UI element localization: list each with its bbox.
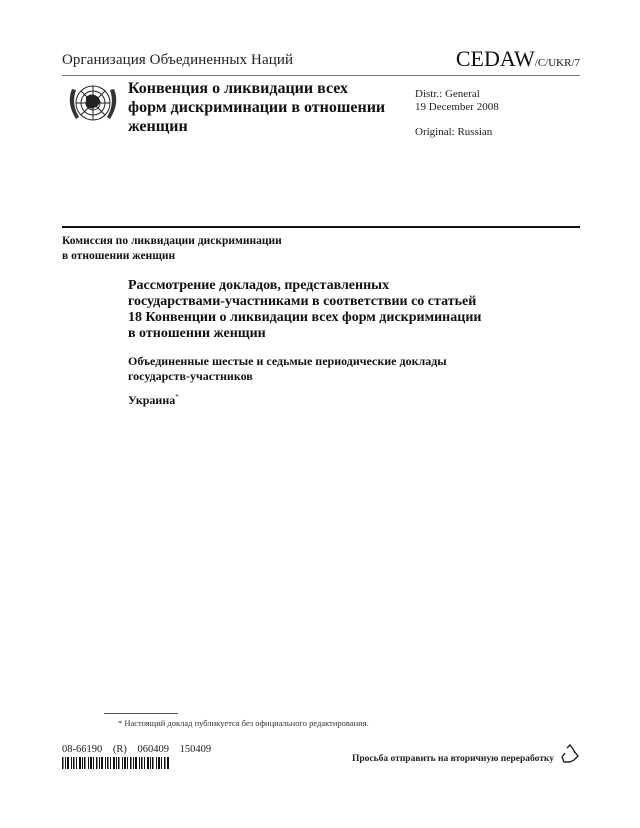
country-name	[128, 393, 179, 408]
symbol-main: CEDAW	[455, 46, 535, 71]
convention-title: Конвенция о ликвидации всех форм дискриминации в отношении женщин	[128, 80, 386, 135]
report-title: Рассмотрение докладов, представленных государствами-участниками в соответствии со статьей 18 Конвенции о ликвидации всех форм дискриминации в отношении женщин	[128, 278, 482, 341]
un-emblem-icon	[64, 79, 122, 127]
recycle-icon	[560, 744, 580, 764]
distribution: Distr.: General	[415, 88, 480, 100]
original-language: Original: Russian	[415, 126, 493, 138]
recycle-notice: Просьба отправить на вторичную переработку	[352, 754, 554, 764]
document-number: 08-66190 (R) 060409 150409	[62, 744, 212, 755]
issue-date: 19 December 2008	[415, 101, 499, 113]
organization-name: Организация Объединенных Наций	[62, 52, 294, 68]
header-divider	[62, 75, 580, 76]
symbol-sub: /C/UKR/7	[534, 57, 580, 69]
document-symbol	[456, 46, 580, 72]
commission-line-2: в отношении женщин	[62, 250, 176, 262]
footnote: * Настоящий доклад публикуется без официального редактирования.	[118, 718, 369, 728]
commission-name	[62, 234, 282, 264]
footnote-marker: *	[175, 393, 179, 401]
section-divider	[62, 226, 580, 228]
country-label: Украина	[128, 393, 176, 407]
barcode-icon	[62, 757, 170, 769]
document-meta	[415, 88, 499, 139]
report-subtitle: Объединенные шестые и седьмые периодические доклады государств-участников	[128, 354, 447, 383]
footnote-divider	[104, 713, 178, 714]
commission-line-1: Комиссия по ликвидации дискриминации	[62, 235, 282, 247]
